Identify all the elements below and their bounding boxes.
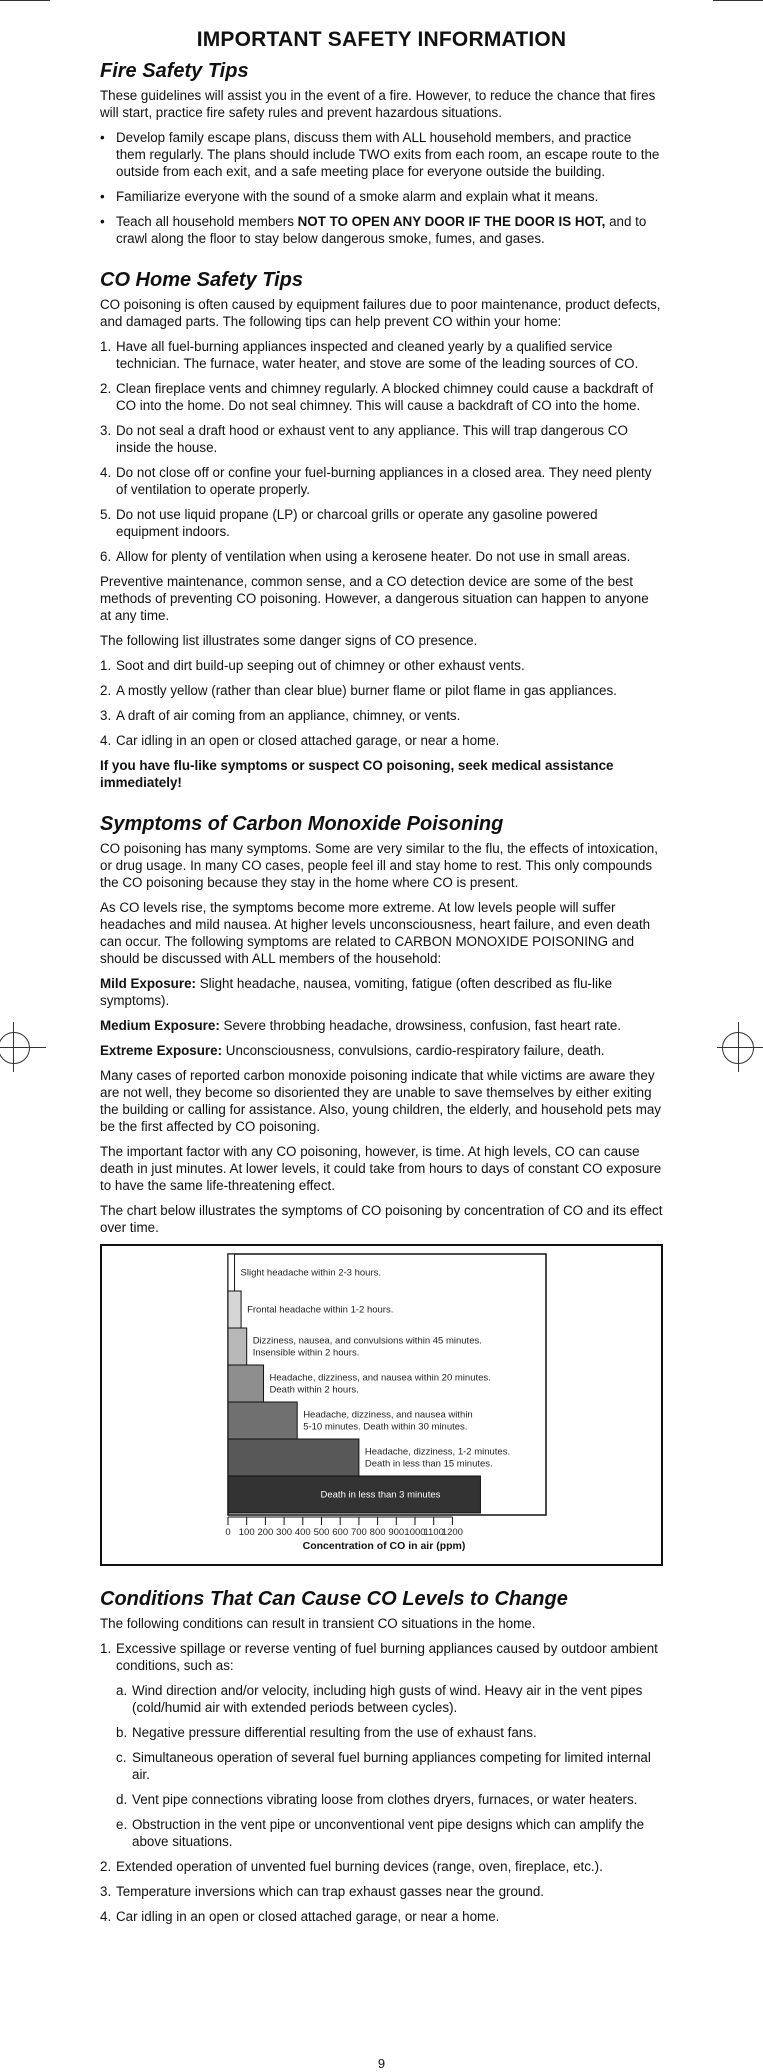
page-title: IMPORTANT SAFETY INFORMATION — [196, 28, 567, 51]
chart-bar — [228, 1402, 297, 1439]
chart-bar — [228, 1439, 359, 1476]
chart-bar-label: Death within 2 hours. — [269, 1384, 359, 1396]
list-number: 1. — [100, 658, 112, 673]
symptoms-p2: As CO levels rise, the symptoms become more extreme. At low levels people will suffer headaches and mild nausea. At higher levels unconsciousness, heart failure, and even death can occur. The following symptoms are related to CARBON MONOXIDE POISONING and should be discussed with ALL members of the household: — [100, 900, 651, 966]
co-tip-text: Allow for plenty of ventilation when using a kerosene heater. Do not use in small areas. — [116, 549, 631, 564]
chart-x-tick-label: 900 — [388, 1527, 405, 1538]
chart-x-tick-label: 700 — [350, 1527, 367, 1538]
condition-text: Car idling in an open or closed attached garage, or near a home. — [116, 1909, 500, 1924]
symptoms-heading: Symptoms of Carbon Monoxide Poisoning — [100, 813, 504, 835]
co-concentration-chart — [100, 1244, 663, 1566]
conditions-intro: The following conditions can result in transient CO situations in the home. — [100, 1616, 536, 1631]
symptoms-p4: The important factor with any CO poisoning, however, is time. At high levels, CO can cause death in just minutes. At lower levels, it could take from hours to days of constant CO exposure to have the same life-threatening effect. — [100, 1144, 662, 1193]
fire-safety-intro: These guidelines will assist you in the event of a fire. However, to reduce the chance that fires will start, practice fire safety rules and prevent hazardous situations. — [100, 88, 656, 120]
chart-x-tick-label: 400 — [294, 1527, 311, 1538]
list-number: 6. — [100, 549, 112, 564]
co-tip-text: Do not use liquid propane (LP) or charcoal grills or operate any gasoline powered equipment indoors. — [116, 507, 598, 539]
fire-tip — [100, 188, 663, 205]
condition-item — [100, 1858, 663, 1875]
condition-item — [100, 1908, 663, 1925]
co-sign — [100, 732, 663, 749]
condition-text: Temperature inversions which can trap exhaust gasses near the ground. — [116, 1884, 544, 1899]
bullet: • — [100, 214, 105, 229]
co-signs-intro: The following list illustrates some danger signs of CO presence. — [100, 633, 478, 648]
co-sign — [100, 682, 663, 699]
condition-text: Excessive spillage or reverse venting of fuel burning appliances caused by outdoor ambient conditions, such as: — [116, 1641, 658, 1673]
co-sign-text: Soot and dirt build-up seeping out of chimney or other exhaust vents. — [116, 658, 525, 673]
co-tip — [100, 464, 663, 498]
fire-tip-text — [116, 213, 663, 247]
chart-x-tick-label: 1200 — [441, 1527, 463, 1538]
chart-x-axis-label: Concentration of CO in air (ppm) — [302, 1540, 466, 1552]
co-tip — [100, 338, 663, 372]
registration-crosshair — [717, 1047, 763, 1048]
crop-mark — [713, 0, 763, 1]
co-sign — [100, 657, 663, 674]
bullet: • — [100, 189, 105, 204]
co-tip — [100, 422, 663, 456]
chart-bar-label: Frontal headache within 1-2 hours. — [247, 1304, 394, 1316]
registration-mark-left — [0, 1032, 30, 1064]
condition-text: Extended operation of unvented fuel burning devices (range, oven, fireplace, etc.). — [116, 1859, 603, 1874]
chart-bar — [228, 1328, 247, 1365]
fire-tip — [100, 129, 663, 180]
registration-crosshair — [13, 1022, 14, 1072]
crop-mark — [0, 0, 50, 1]
extreme-exposure — [100, 1042, 663, 1059]
condition-item — [100, 1640, 663, 1674]
co-tip — [100, 380, 663, 414]
condition-subitem-text: Simultaneous operation of several fuel burning appliances competing for limited internal air. — [132, 1750, 651, 1782]
mild-exposure-label: Mild Exposure: — [100, 976, 196, 991]
condition-subitem — [100, 1816, 663, 1850]
condition-subitem-text: Vent pipe connections vibrating loose from clothes dryers, furnaces, or water heaters. — [132, 1792, 638, 1807]
chart-bar — [228, 1365, 264, 1402]
condition-subitem — [100, 1682, 663, 1716]
co-safety-intro: CO poisoning is often caused by equipment failures due to poor maintenance, product defects, and damaged parts. The following tips can help prevent CO within your home: — [100, 297, 661, 329]
chart-bar-label: Headache, dizziness, 1-2 minutes. — [364, 1446, 511, 1458]
mild-exposure — [100, 975, 663, 1009]
condition-subitem — [100, 1749, 663, 1783]
list-letter: d. — [116, 1792, 128, 1807]
chart-bar — [228, 1254, 235, 1291]
list-number: 1. — [100, 339, 112, 354]
co-safety-heading: CO Home Safety Tips — [100, 269, 304, 291]
list-number: 4. — [100, 465, 112, 480]
chart-x-tick-label: 600 — [332, 1527, 349, 1538]
chart-bar-label: Headache, dizziness, and nausea within 20 minutes. — [269, 1372, 491, 1384]
list-number: 3. — [100, 423, 112, 438]
medical-warning — [100, 757, 663, 791]
condition-item — [100, 1883, 663, 1900]
co-sign — [100, 707, 663, 724]
list-letter: e. — [116, 1817, 128, 1832]
symptoms-p5: The chart below illustrates the symptoms of CO poisoning by concentration of CO and its effect over time. — [100, 1203, 663, 1235]
condition-subitem — [100, 1724, 663, 1741]
medium-exposure-label: Medium Exposure: — [100, 1018, 220, 1033]
chart-bar — [228, 1291, 241, 1328]
chart-bar-label: Death in less than 3 minutes — [320, 1489, 441, 1501]
list-letter: a. — [116, 1683, 128, 1698]
co-tip-text: Do not seal a draft hood or exhaust vent to any appliance. This will trap dangerous CO inside the house. — [116, 423, 628, 455]
list-number: 3. — [100, 708, 112, 723]
co-tip-text: Do not close off or confine your fuel-burning appliances in a closed area. They need plenty of ventilation to operate properly. — [116, 465, 652, 497]
condition-subitem — [100, 1791, 663, 1808]
medium-exposure-text: Severe throbbing headache, drowsiness, confusion, fast heart rate. — [219, 1018, 622, 1033]
condition-subitem-text: Wind direction and/or velocity, including high gusts of wind. Heavy air in the vent pipes (cold/humid air with extended periods between cycles). — [132, 1683, 643, 1715]
chart-bar-label: Dizziness, nausea, and convulsions within 45 minutes. — [252, 1335, 482, 1347]
co-tip-text: Clean fireplace vents and chimney regularly. A blocked chimney could cause a backdraft of CO into the home. Do not seal chimney. This will cause a backdraft of CO into the home. — [116, 381, 654, 413]
extreme-exposure-label: Extreme Exposure: — [100, 1043, 223, 1058]
chart-x-tick-label: 800 — [369, 1527, 386, 1538]
condition-subitem-text: Obstruction in the vent pipe or unconventional vent pipe designs which can amplify the above situations. — [132, 1817, 645, 1849]
condition-subitem-text: Negative pressure differential resulting from the use of exhaust fans. — [132, 1725, 537, 1740]
list-number: 5. — [100, 507, 112, 522]
co-prevention-paragraph: Preventive maintenance, common sense, and a CO detection device are some of the best methods of preventing CO poisoning. However, a dangerous situation can happen to anyone at any time. — [100, 574, 649, 623]
co-tip-text: Have all fuel-burning appliances inspected and cleaned yearly by a qualified service technician. The furnace, water heater, and stove are some of the leading sources of CO. — [116, 339, 639, 371]
mild-exposure-text: Slight headache, nausea, vomiting, fatigue (often described as flu-like symptoms). — [100, 976, 613, 1008]
list-number: 4. — [100, 733, 112, 748]
chart-bar-label: Insensible within 2 hours. — [252, 1347, 360, 1359]
page-number: 9 — [377, 2056, 386, 2071]
registration-crosshair — [738, 1022, 739, 1072]
conditions-heading: Conditions That Can Cause CO Levels to Change — [100, 1588, 568, 1610]
list-number: 2. — [100, 1859, 112, 1874]
chart-bar-label: Slight headache within 2-3 hours. — [240, 1267, 382, 1279]
list-number: 1. — [100, 1641, 112, 1656]
document-page — [100, 28, 663, 1933]
co-signs-list — [100, 657, 663, 749]
medium-exposure — [100, 1017, 663, 1034]
co-tip — [100, 506, 663, 540]
fire-tip-text-post: and to crawl along the floor to stay below dangerous smoke, fumes, and gases. — [116, 214, 647, 246]
co-tip — [100, 548, 663, 565]
co-sign-text: Car idling in an open or closed attached garage, or near a home. — [116, 733, 500, 748]
fire-safety-heading: Fire Safety Tips — [100, 60, 249, 82]
fire-tip-text: Familiarize everyone with the sound of a smoke alarm and explain what it means. — [116, 189, 599, 204]
chart-x-tick-label: 1000 — [404, 1527, 426, 1538]
chart-x-tick-label: 0 — [225, 1527, 231, 1538]
bullet: • — [100, 130, 105, 145]
list-number: 3. — [100, 1884, 112, 1899]
fire-tip-text-bold: NOT TO OPEN ANY DOOR IF THE DOOR IS HOT, — [297, 214, 606, 229]
co-sign-text: A draft of air coming from an appliance, chimney, or vents. — [116, 708, 461, 723]
fire-tip-text-pre: Teach all household members — [116, 214, 298, 229]
chart-bar-label: 5-10 minutes. Death within 30 minutes. — [303, 1421, 468, 1433]
chart-bar-label: Death in less than 15 minutes. — [364, 1458, 493, 1470]
registration-crosshair — [0, 1047, 46, 1048]
co-tips-list — [100, 338, 663, 565]
medical-warning-text: If you have flu-like symptoms or suspect CO poisoning, seek medical assistance immediately! — [100, 758, 614, 790]
extreme-exposure-text: Unconsciousness, convulsions, cardio-respiratory failure, death. — [222, 1043, 605, 1058]
fire-tip-text: Develop family escape plans, discuss them with ALL household members, and practice them regularly. The plans should include TWO exits from each room, an escape route to the outside from each exit, and a safe meeting place for everyone outside the building. — [116, 130, 660, 179]
chart-x-tick-label: 1100 — [423, 1527, 444, 1538]
chart-x-tick-label: 100 — [238, 1527, 255, 1538]
co-sign-text: A mostly yellow (rather than clear blue) burner flame or pilot flame in gas appliances. — [116, 683, 617, 698]
chart-bar-label: Headache, dizziness, and nausea within — [303, 1409, 473, 1421]
list-letter: c. — [116, 1750, 127, 1765]
symptoms-p3: Many cases of reported carbon monoxide poisoning indicate that while victims are aware they are not well, they become so disoriented they are unable to save themselves by either exiting the building or calling for assistance. Also, young children, the elderly, and household pets may be the first affected by CO poisoning. — [100, 1068, 662, 1134]
chart-x-tick-label: 200 — [257, 1527, 274, 1538]
chart-x-tick-label: 500 — [313, 1527, 330, 1538]
fire-tip — [100, 213, 663, 247]
list-number: 2. — [100, 381, 112, 396]
list-letter: b. — [116, 1725, 128, 1740]
co-chart-svg — [102, 1246, 661, 1560]
chart-x-tick-label: 300 — [276, 1527, 293, 1538]
symptoms-p1: CO poisoning has many symptoms. Some are very similar to the flu, the effects of intoxication, or drug usage. In many CO cases, people feel ill and stay home to rest. This only compounds the CO poisoning because they stay in the home where CO is present. — [100, 841, 658, 890]
list-number: 4. — [100, 1909, 112, 1924]
list-number: 2. — [100, 683, 112, 698]
